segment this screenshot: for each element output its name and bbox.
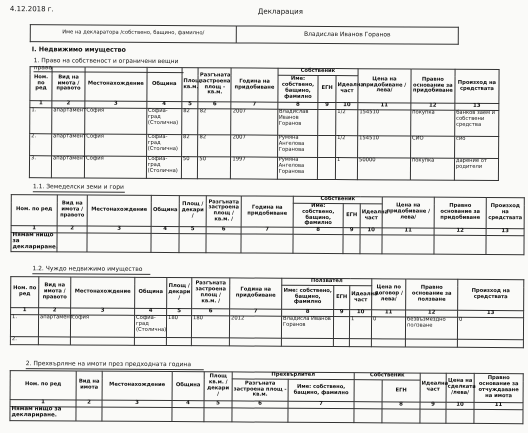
cell-built-area: 82	[198, 109, 231, 135]
col-municipality: Община	[147, 67, 182, 101]
col-egn: ЕГН	[334, 286, 350, 310]
cell-year: 2007	[231, 109, 277, 135]
num-cell: 10	[336, 103, 358, 110]
num-cell: 4	[172, 401, 204, 408]
cell-year: 2007	[231, 135, 277, 157]
col-built-area: Разгъната застроена площ / кв.м. /	[192, 278, 230, 309]
cell-no: 2.	[10, 337, 38, 345]
col-user-name: Име: собствено, бащино, фамилно	[282, 285, 334, 309]
subsection-title-ownership: 1. Право на собственост и ограничени вещни права	[34, 58, 184, 73]
cell-price: 0	[371, 317, 405, 339]
num-cell: 3	[87, 226, 151, 233]
declaration-date: 4.12.2018 г.	[9, 5, 54, 14]
col-year: Година на придобиване	[231, 68, 277, 102]
num-cell: 1	[11, 226, 57, 233]
num-cell: 7	[288, 401, 354, 408]
num-cell: 8	[282, 309, 334, 316]
cell-location: София	[85, 134, 147, 156]
num-cell: 3	[85, 101, 147, 108]
cell-location: София	[84, 156, 146, 178]
num-cell: 12	[411, 103, 455, 110]
cell-area: 180	[166, 316, 191, 338]
cell-funds: сио	[454, 136, 498, 158]
agricultural-land-table	[10, 194, 524, 255]
cell-built-area: 180	[191, 316, 229, 338]
num-cell: 9	[334, 310, 350, 317]
col-year: Година на придобиване	[230, 278, 282, 309]
num-cell: 11	[358, 103, 411, 110]
cell-egn	[333, 339, 349, 347]
cell-owner: Владислав Иванов Горанов	[277, 109, 318, 135]
ownership-table	[29, 66, 500, 181]
num-cell: 7	[230, 309, 282, 316]
num-cell: 9	[318, 102, 336, 109]
cell-egn	[318, 135, 336, 157]
col-location: Местонахождение	[102, 371, 172, 400]
cell-year: 1997	[231, 157, 277, 179]
col-price: Цена на придобиване /лева/	[358, 69, 411, 103]
col-funds: Произход на средствата	[458, 279, 524, 310]
col-municipality: Община	[135, 277, 167, 308]
col-location: Местонахождение	[85, 67, 147, 101]
table-row	[10, 337, 523, 348]
num-cell: 11	[372, 310, 406, 317]
col-kind: Вид на имота / правото	[57, 195, 87, 226]
cell-year: 2012	[229, 316, 281, 338]
num-cell: 12	[434, 228, 486, 235]
cell-share: 1/2	[336, 136, 358, 158]
num-cell: 2	[39, 308, 71, 315]
num-cell: 9	[343, 228, 360, 235]
cell-price: 154510	[358, 136, 411, 158]
cell-price: 50000	[357, 158, 410, 180]
cell-municipality: Софиа-град (Столична)	[146, 156, 181, 178]
col-price: Цена на придобиване /лева/	[382, 197, 434, 229]
num-cell: 5	[182, 102, 199, 109]
cell-location	[70, 337, 134, 345]
col-basis: Правно основание за отчуждаване на имота	[474, 373, 523, 402]
cell-kind: апартамент	[38, 315, 70, 337]
col-municipality: Община	[151, 195, 179, 226]
num-cell: 4	[151, 227, 179, 234]
num-cell: 10	[446, 402, 474, 409]
subsection-title-foreign: 1.2. Чуждо недвижимо имущество	[32, 266, 150, 274]
col-built-area: Разгъната застроена площ - кв.м.	[232, 379, 288, 401]
col-owner-group: Собственик	[354, 373, 420, 380]
col-kind: Вид на имота	[76, 371, 102, 400]
cell-share	[349, 339, 371, 347]
col-area: Площ / декари /	[167, 278, 192, 309]
num-cell: 7	[241, 227, 293, 234]
num-cell: 13	[458, 310, 524, 317]
cell-egn	[333, 317, 349, 339]
table-row	[10, 315, 523, 340]
cell-user: Владисла Иванов Горанов	[281, 316, 333, 338]
cell-funds: банков заем и собствени средства	[455, 110, 499, 136]
cell-no: 1.	[30, 108, 52, 134]
num-cell: 7	[231, 102, 277, 109]
col-location: Местонахождение	[71, 277, 135, 308]
cell-built-area: 50	[198, 157, 231, 179]
col-area: Площ / декари /	[179, 196, 206, 227]
subsection-title-transfers: 2. Прехвърляне на имоти през предходната година	[26, 361, 204, 370]
cell-kind	[38, 337, 70, 345]
cell-share: 1	[349, 317, 371, 339]
cell-no: 3.	[29, 156, 51, 178]
cell-area	[166, 338, 191, 346]
num-cell: 4	[147, 101, 182, 108]
section-title: I. Недвижимо имущество	[31, 45, 126, 54]
cell-kind: апартамент	[52, 108, 85, 134]
cell-municipality: Софиа-град (Столична)	[146, 134, 181, 156]
cell-basis: покупка	[411, 110, 455, 136]
col-share: Идеална част	[420, 373, 446, 402]
cell-price: 154510	[358, 110, 411, 136]
empty-declaration-note: Нямам нищо за деклариране.	[10, 407, 76, 421]
table-row	[29, 156, 498, 181]
col-user-group: Ползвател	[282, 278, 372, 286]
col-funds: Произход на средствата	[486, 197, 524, 228]
num-cell: 8	[382, 402, 420, 409]
col-built-area: Разгъната застроена площ - кв.м.	[198, 68, 231, 102]
num-cell: 10	[360, 228, 382, 235]
cell-year	[229, 338, 281, 346]
cell-basis: СИО	[410, 136, 454, 158]
col-basis: Правно основание за ползване	[406, 279, 458, 310]
col-basis: Правно основание за придобиване	[411, 69, 455, 103]
num-cell: 12	[406, 310, 458, 317]
col-price: Цена на сделката /лева/	[446, 373, 474, 402]
num-cell: 8	[277, 102, 318, 109]
col-area: Площ кв.м.	[182, 68, 199, 102]
num-cell: 1	[11, 308, 39, 315]
col-year: Година на придобиване	[241, 196, 293, 228]
num-cell: 13	[486, 229, 524, 236]
col-egn: ЕГН	[318, 75, 336, 102]
cell-no: 2.	[30, 134, 52, 156]
table-row	[10, 407, 523, 424]
declarant-name-label: Име на декларатора /собствено, бащино, фамилно/	[30, 25, 236, 43]
declarant-name-table	[30, 24, 459, 45]
cell-share: 1	[335, 158, 357, 180]
num-cell: 11	[474, 402, 523, 409]
num-cell: 6	[198, 102, 231, 109]
cell-area: 50	[181, 157, 198, 179]
document-title: Декларация	[257, 7, 303, 16]
cell-location: софия	[70, 315, 134, 337]
cell-funds: дарение от родители	[454, 158, 498, 180]
num-cell: 8	[293, 227, 343, 234]
col-area: Площ кв.м. / декари /	[204, 372, 232, 401]
cell-kind: апартамент	[52, 134, 85, 156]
col-share: Идеална част	[360, 204, 382, 228]
empty-declaration-note: Нямам нищо за деклариране.	[12, 232, 58, 251]
col-owner-group: Собственик	[278, 68, 358, 75]
cell-egn	[318, 109, 336, 135]
cell-basis: безвъзмездно ползване	[405, 317, 457, 339]
cell-built-area: 82	[198, 135, 231, 157]
col-owner-name: Име: собствено, бащино, фамилно	[293, 203, 343, 227]
col-owner-group: Собственик	[293, 196, 382, 204]
cell-municipality: Софиа-град (Столична)	[146, 108, 181, 134]
num-cell: 1	[10, 400, 76, 407]
cell-funds	[457, 339, 523, 347]
col-location: Местонахождение	[87, 195, 151, 227]
num-cell: 2	[52, 101, 85, 108]
col-egn: ЕГН	[382, 380, 420, 402]
num-cell: 1	[30, 101, 52, 108]
num-cell: 10	[350, 310, 372, 317]
num-cell: 6	[192, 309, 230, 316]
cell-municipality	[134, 337, 166, 345]
cell-area: 82	[181, 135, 198, 157]
col-no: Ном. по ред	[10, 371, 76, 400]
col-share: Идеална част	[350, 286, 372, 310]
subsection-title-agricultural: 1.1. Земеделски земи и гори	[32, 183, 124, 191]
num-cell: 4	[135, 308, 167, 315]
num-cell: 2	[57, 226, 87, 233]
cell-basis	[405, 339, 457, 347]
col-share: Идеална част	[336, 76, 358, 103]
cell-basis: покупка	[410, 158, 454, 180]
num-cell: 5	[167, 309, 192, 316]
cell-price	[371, 339, 405, 347]
cell-location: София	[85, 108, 147, 134]
cell-area: 82	[182, 109, 199, 135]
table-row	[30, 108, 499, 137]
num-cell: 3	[71, 308, 135, 315]
cell-owner: Румяна Ангелова Горанова	[277, 157, 318, 179]
col-built-area: Разгъната застроена площ / кв.м. /	[206, 196, 241, 227]
cell-user	[281, 338, 333, 346]
col-seller-name: Име: собствено, бащино, фамилно	[288, 379, 354, 401]
cell-share: 1/2	[336, 110, 358, 136]
col-no: Ном. по ред	[11, 195, 57, 226]
num-cell: 13	[455, 103, 499, 110]
cell-egn	[318, 157, 336, 179]
col-price: Цена по договор /лева/	[372, 279, 406, 310]
cell-no: 1.	[10, 315, 38, 337]
cell-funds: 0	[457, 317, 523, 339]
num-cell: 5	[204, 401, 232, 408]
col-seller-group: Прехвърлител	[232, 372, 354, 380]
num-cell: 6	[206, 227, 241, 234]
col-basis: Правно основание за придобиване	[434, 197, 486, 229]
col-no: Ном. по ред	[30, 67, 52, 101]
property-transfer-table	[9, 370, 523, 424]
col-owner-name: Име: собствено, бащино, фамилно	[278, 75, 319, 102]
col-municipality: Община	[172, 372, 204, 401]
num-cell: 11	[382, 228, 434, 235]
col-funds: Произход на средствата	[455, 69, 499, 103]
num-cell: 3	[102, 400, 172, 407]
col-no: Ном. по ред	[11, 277, 39, 308]
col-kind: Вид на имота / правото	[52, 67, 85, 101]
declarant-name-value: Владислав Иванов Горанов	[236, 26, 458, 44]
num-cell: 2	[76, 400, 102, 407]
cell-municipality: Софиа-град (Столична)	[134, 315, 166, 337]
foreign-property-table	[10, 276, 524, 348]
cell-kind: апартамент	[51, 156, 84, 178]
cell-owner: Румяна Ангелова Горанова	[277, 135, 318, 157]
col-kind: Вид на имота / правото	[39, 277, 71, 308]
cell-built-area	[191, 338, 229, 346]
num-cell: 6	[232, 401, 288, 408]
col-egn: ЕГН	[343, 204, 360, 228]
table-row	[11, 233, 524, 255]
num-cell: 5	[179, 227, 206, 234]
num-cell: 9	[420, 402, 446, 409]
